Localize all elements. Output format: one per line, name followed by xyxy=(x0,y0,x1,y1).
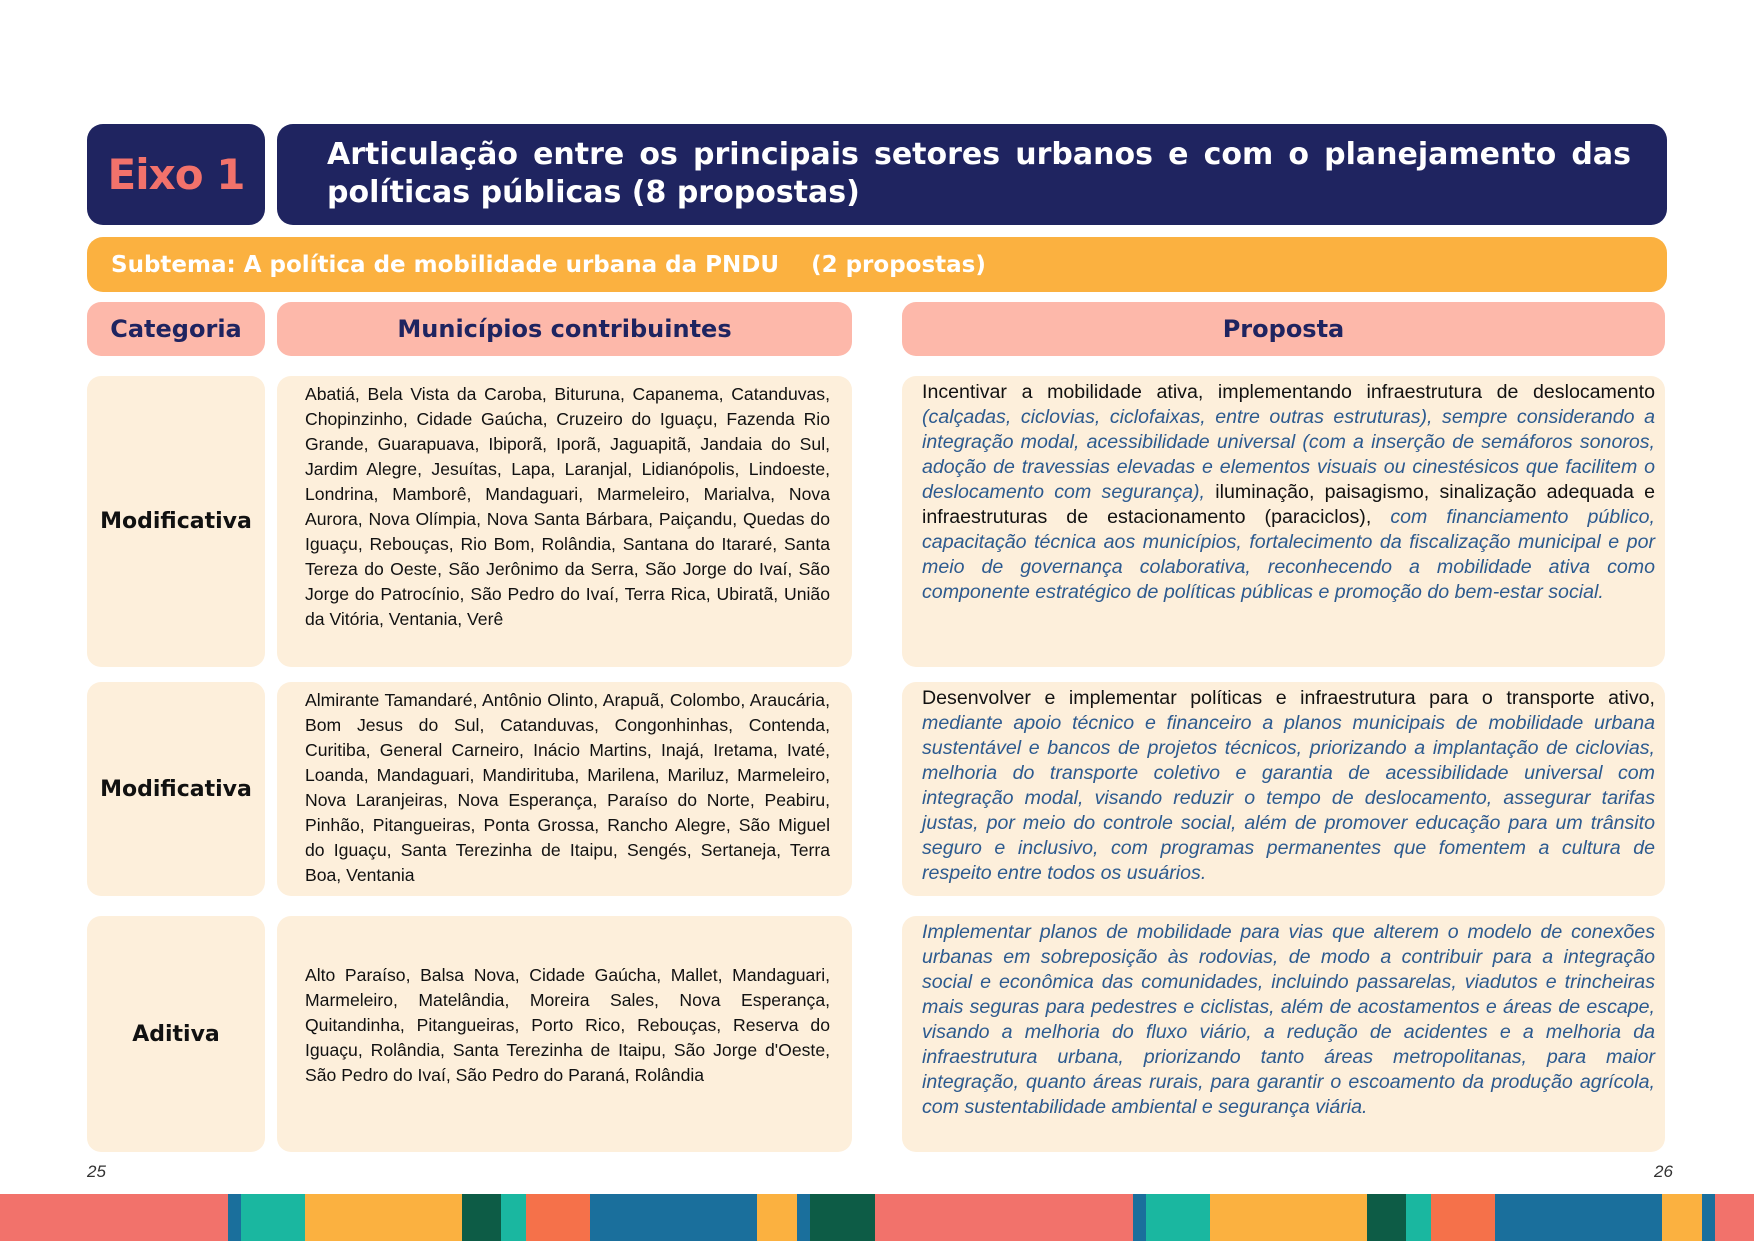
stripe-segment xyxy=(1662,1194,1702,1241)
stripe-segment xyxy=(0,1194,228,1241)
stripe-segment xyxy=(228,1194,241,1241)
stripe-segment xyxy=(1133,1194,1146,1241)
municipios-text: Alto Paraíso, Balsa Nova, Cidade Gaúcha, Mallet, Mandaguari, Marmeleiro, Matelândia, Moreira Sales, Nova Esperança, Quitandinha, Pitangueiras, Porto Rico, Rebouças, Reserva do Iguaçu, Rolândia, Santa Terezinha de Itaipu, São Jorge d'Oeste, São Pedro do Ivaí, São Pedro do Paraná, Rolândia xyxy=(305,964,830,1085)
proposta-text: Desenvolver e implementar políticas e infraestrutura para o transporte ativo, xyxy=(922,687,1655,709)
stripe-segment xyxy=(1431,1194,1495,1241)
column-header-categoria: Categoria xyxy=(87,302,265,356)
stripe-segment xyxy=(305,1194,462,1241)
table-row-3-municipios xyxy=(277,916,852,1152)
stripe-segment xyxy=(501,1194,526,1241)
stripe-segment xyxy=(462,1194,501,1241)
stripe-segment xyxy=(590,1194,757,1241)
table-row-2-municipios: Almirante Tamandaré, Antônio Olinto, Arapuã, Colombo, Araucária, Bom Jesus do Sul, Catanduvas, Congonhinhas, Contenda, Curitiba, General Carneiro, Inácio Martins, Inajá, Iretama, Ivaté, Loanda, Mandaguari, Mandirituba, Marilena, Mariluz, Marmeleiro, Nova Laranjeiras, Nova Esperança, Paraíso do Norte, Peabiru, Pinhão, Pitangueiras, Ponta Grossa, Rancho Alegre, São Miguel do Iguaçu, Santa Terezinha de Itaipu, Sengés, Sertaneja, Terra Boa, Ventania xyxy=(277,682,852,896)
table-row-3-categoria xyxy=(87,916,265,1152)
stripe-segment xyxy=(241,1194,305,1241)
categoria-label: Modificativa xyxy=(100,776,252,802)
proposta-text: iluminação, paisagismo, sinalização adequada e infraestruturas de estacionamento (paraciclos), xyxy=(922,481,1655,528)
stripe-segment xyxy=(1367,1194,1406,1241)
column-header-proposta: Proposta xyxy=(902,302,1665,356)
stripe-segment xyxy=(1715,1194,1754,1241)
proposta-text-italic: (calçadas, ciclovias, ciclofaixas, entre outras estruturas), sempre considerando a integração modal, acessibilidade universal (com a inserção de semáforos sonoros, adoção de travessias elevadas e elementos visuais ou cinestésicos que facilitem o deslocamento com segurança), xyxy=(922,406,1655,503)
categoria-label: Aditiva xyxy=(132,1021,220,1047)
categoria-label: Modificativa xyxy=(100,509,252,534)
proposta-text: Incentivar a mobilidade ativa, implementando infraestrutura de deslocamento xyxy=(922,381,1655,403)
page-number-left: 25 xyxy=(87,1162,106,1181)
eixo-badge xyxy=(87,124,265,225)
stripe-segment xyxy=(1702,1194,1715,1241)
stripe-segment xyxy=(797,1194,810,1241)
eixo-title-banner xyxy=(277,124,1667,225)
subtema-label: Subtema: A política de mobilidade urbana da PNDU (2 propostas) xyxy=(111,251,986,278)
proposta-text-italic: Implementar planos de mobilidade para vias que alterem o modelo de conexões urbanas em sobreposição às rodovias, de modo a contribuir para a integração social e econômica das comunidades, incluindo passarelas, viadutos e trincheiras mais seguras para pedestres e ciclistas, além de acostamentos e áreas de escape, visando a melhoria do fluxo viário, a redução de acidentes e a melhoria da infraestrutura urbana, priorizando tanto áreas metropolitanas, para maior integração, quanto áreas rurais, para garantir o escoamento da produção agrícola, com sustentabilidade ambiental e segurança viária. xyxy=(922,921,1655,1118)
table-row-3-proposta xyxy=(902,916,1665,1152)
stripe-segment xyxy=(1406,1194,1431,1241)
stripe-segment xyxy=(1495,1194,1662,1241)
proposta-text-italic: com financiamento público, capacitação técnica aos municípios, fortalecimento da fiscalização municipal e por meio de governança colaborativa, reconhecendo a mobilidade ativa como componente estratégico de políticas públicas e promoção do bem-estar social. xyxy=(922,506,1655,603)
subtema-banner xyxy=(87,237,1667,292)
table-row-2-proposta xyxy=(902,682,1665,896)
stripe-segment xyxy=(757,1194,797,1241)
eixo-label: Eixo 1 xyxy=(107,150,245,199)
table-row-1-municipios: Abatiá, Bela Vista da Caroba, Bituruna, Capanema, Catanduvas, Chopinzinho, Cidade Gaúcha, Cruzeiro do Iguaçu, Fazenda Rio Grande, Guarapuava, Ibiporã, Iporã, Jaguapitã, Jandaia do Sul, Jardim Alegre, Jesuítas, Lapa, Laranjal, Lidianópolis, Lindoeste, Londrina, Mamborê, Mandaguari, Marmeleiro, Marialva, Nova Aurora, Nova Olímpia, Nova Santa Bárbara, Paiçandu, Quedas do Iguaçu, Rebouças, Rio Bom, Rolândia, Santana do Itararé, Santa Tereza do Oeste, São Jerônimo da Serra, São Jorge do Ivaí, São Jorge do Patrocínio, São Pedro do Ivaí, Terra Rica, Ubiratã, União da Vitória, Ventania, Verê xyxy=(277,376,852,667)
table-row-1-proposta xyxy=(902,376,1665,667)
table-row-2-categoria xyxy=(87,682,265,896)
stripe-segment xyxy=(875,1194,1133,1241)
stripe-segment xyxy=(1210,1194,1367,1241)
page-number-right: 26 xyxy=(1654,1162,1673,1181)
stripe-segment xyxy=(526,1194,590,1241)
table-row-1-categoria xyxy=(87,376,265,667)
stripe-segment xyxy=(810,1194,875,1241)
eixo-title: Articulação entre os principais setores urbanos e com o planejamento das políticas públicas (8 propostas) xyxy=(327,137,1631,210)
proposta-text-italic: mediante apoio técnico e financeiro a planos municipais de mobilidade urbana sustentável e bancos de projetos técnicos, priorizando a implantação de ciclovias, melhoria do transporte coletivo e garantia de acessibilidade universal com integração modal, visando reduzir o tempo de deslocamento, assegurar tarifas justas, por meio do controle social, além de promover educação para um trânsito seguro e inclusivo, com programas permanentes que fomentem a cultura de respeito entre todos os usuários. xyxy=(922,712,1655,884)
column-header-municipios: Municípios contribuintes xyxy=(277,302,852,356)
stripe-segment xyxy=(1146,1194,1210,1241)
